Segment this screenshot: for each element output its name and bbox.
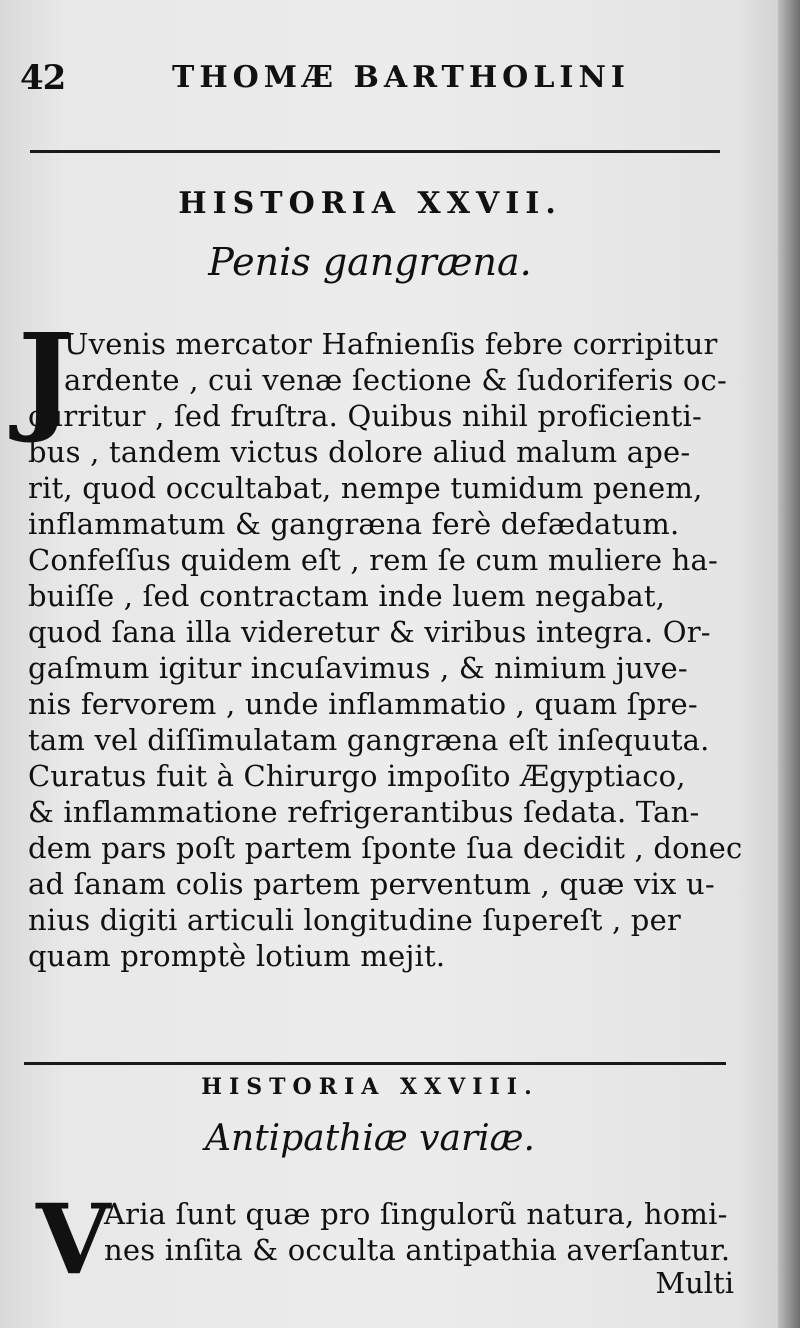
section-rule bbox=[24, 1062, 726, 1065]
history-27-line: dem pars poſt partem ſponte ſua decidit , donec bbox=[28, 831, 743, 865]
history-27-line: quod ſana illa videretur & viribus integra. Or- bbox=[28, 615, 711, 649]
history-27-line: quam promptè lotium mejit. bbox=[28, 939, 446, 973]
history-27-line: ardente , cui venæ ſectione & ſudoriferis oc- bbox=[64, 363, 727, 397]
history-27-line: curritur , ſed fruſtra. Quibus nihil proficienti- bbox=[28, 399, 702, 433]
history-27-line: nius digiti articuli longitudine ſupereſt , per bbox=[28, 903, 681, 937]
history-28-subtitle: Antipathiæ variæ. bbox=[205, 1118, 535, 1159]
history-27-line: & inflammatione refrigerantibus ſedata. Tan- bbox=[28, 795, 700, 829]
page-edge-shadow bbox=[778, 0, 800, 1328]
history-27-line: rit, quod occultabat, nempe tumidum penem, bbox=[28, 471, 703, 505]
header-rule bbox=[30, 150, 720, 153]
history-27-dropcap: J bbox=[18, 307, 74, 446]
history-27-line: gaſmum igitur incuſavimus , & nimium juve- bbox=[28, 651, 688, 685]
history-27-line: tam vel diſſimulatam gangræna eſt inſequuta. bbox=[28, 723, 710, 757]
history-27-title: HISTORIA XXVII. bbox=[178, 186, 562, 221]
history-27-subtitle: Penis gangræna. bbox=[208, 240, 532, 284]
running-head: THOMÆ BARTHOLINI bbox=[172, 60, 630, 95]
history-27-line: Confeſſus quidem eſt , rem ſe cum muliere ha- bbox=[28, 543, 719, 577]
history-28-dropcap: V bbox=[36, 1183, 111, 1296]
history-27-line: bus , tandem victus dolore aliud malum ape- bbox=[28, 435, 691, 469]
catchword: Multi bbox=[655, 1266, 734, 1300]
history-27-line: Uvenis mercator Hafnienſis febre corripitur bbox=[64, 327, 718, 361]
history-27-line: inflammatum & gangræna ferè defædatum. bbox=[28, 507, 680, 541]
history-27-line: Curatus fuit à Chirurgo impoſito Ægyptiaco, bbox=[28, 759, 686, 793]
page-header bbox=[20, 58, 720, 102]
history-27-line: nis fervorem , unde inflammatio , quam ſpre- bbox=[28, 687, 698, 721]
history-28-title: HISTORIA XXVIII. bbox=[201, 1074, 539, 1100]
history-28-line: nes inſita & occulta antipathia averſantur. bbox=[104, 1233, 731, 1267]
history-28-line: Aria ſunt quæ pro ſingulorũ natura, homi- bbox=[104, 1197, 728, 1231]
history-27-line: ad ſanam colis partem perventum , quæ vix u- bbox=[28, 867, 715, 901]
history-27-line: buiſſe , ſed contractam inde luem negabat, bbox=[28, 579, 666, 613]
page-number: 42 bbox=[20, 58, 66, 98]
